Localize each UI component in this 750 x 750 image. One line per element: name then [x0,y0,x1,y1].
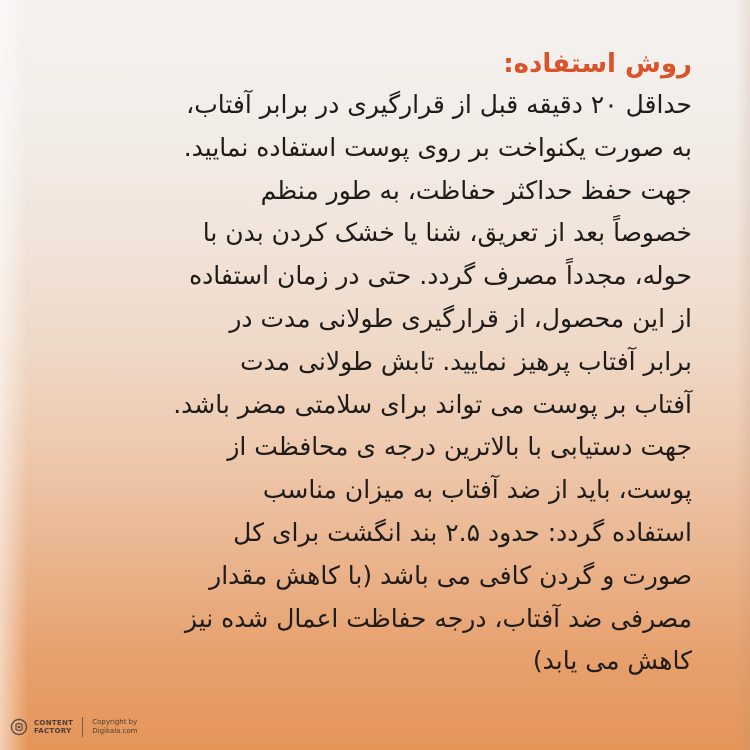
instructions-line: به صورت یکنواخت بر روی پوست استفاده نمایید. [183,132,692,162]
watermark-copyright [92,718,137,736]
instructions-line: آفتاب بر پوست می تواند برای سلامتی مضر باشد. [173,389,692,419]
instructions-line: کاهش می یابد) [532,646,692,676]
package-highlight-left [0,0,28,750]
instructions-heading: روش استفاده: [503,49,692,79]
instructions-line: حداقل ۲۰ دقیقه قبل از قرارگیری در برابر آفتاب، [186,90,692,119]
watermark-copyright-line2: Digikala.com [92,727,138,735]
instructions-line: پوست، باید از ضد آفتاب به میزان مناسب [262,475,692,505]
instructions-line: برابر آفتاب پرهیز نمایید. تابش طولانی مدت [240,346,692,376]
content-factory-watermark [10,714,138,740]
watermark-copyright-line1: Copyright by [92,718,138,726]
instructions-line: حوله، مجدداً مصرف گردد. حتی در زمان استفاده [189,261,692,291]
content-factory-logo-icon [10,718,28,736]
instructions-line: از این محصول، از قرارگیری طولانی مدت در [229,303,692,333]
usage-instructions [52,44,692,683]
instructions-line: خصوصاً بعد از تعریق، شنا یا خشک کردن بدن با [202,218,692,248]
watermark-brand [34,719,73,735]
instructions-line: جهت حفظ حداکثر حفاظت، به طور منظم [260,175,692,205]
watermark-divider [82,717,83,737]
instructions-line: جهت دستیابی با بالاترین درجه ی محافظت از [227,432,692,462]
watermark-brand-line2: FACTORY [34,727,72,735]
package-shade-right [736,0,750,750]
watermark-brand-line1: CONTENT [34,719,74,727]
instructions-line: مصرفی ضد آفتاب، درجه حفاظت اعمال شده نیز [184,603,692,633]
instructions-line: استفاده گردد: حدود ۲.۵ بند انگشت برای کل [233,517,692,547]
instructions-line: صورت و گردن کافی می باشد (با کاهش مقدار [209,560,692,590]
